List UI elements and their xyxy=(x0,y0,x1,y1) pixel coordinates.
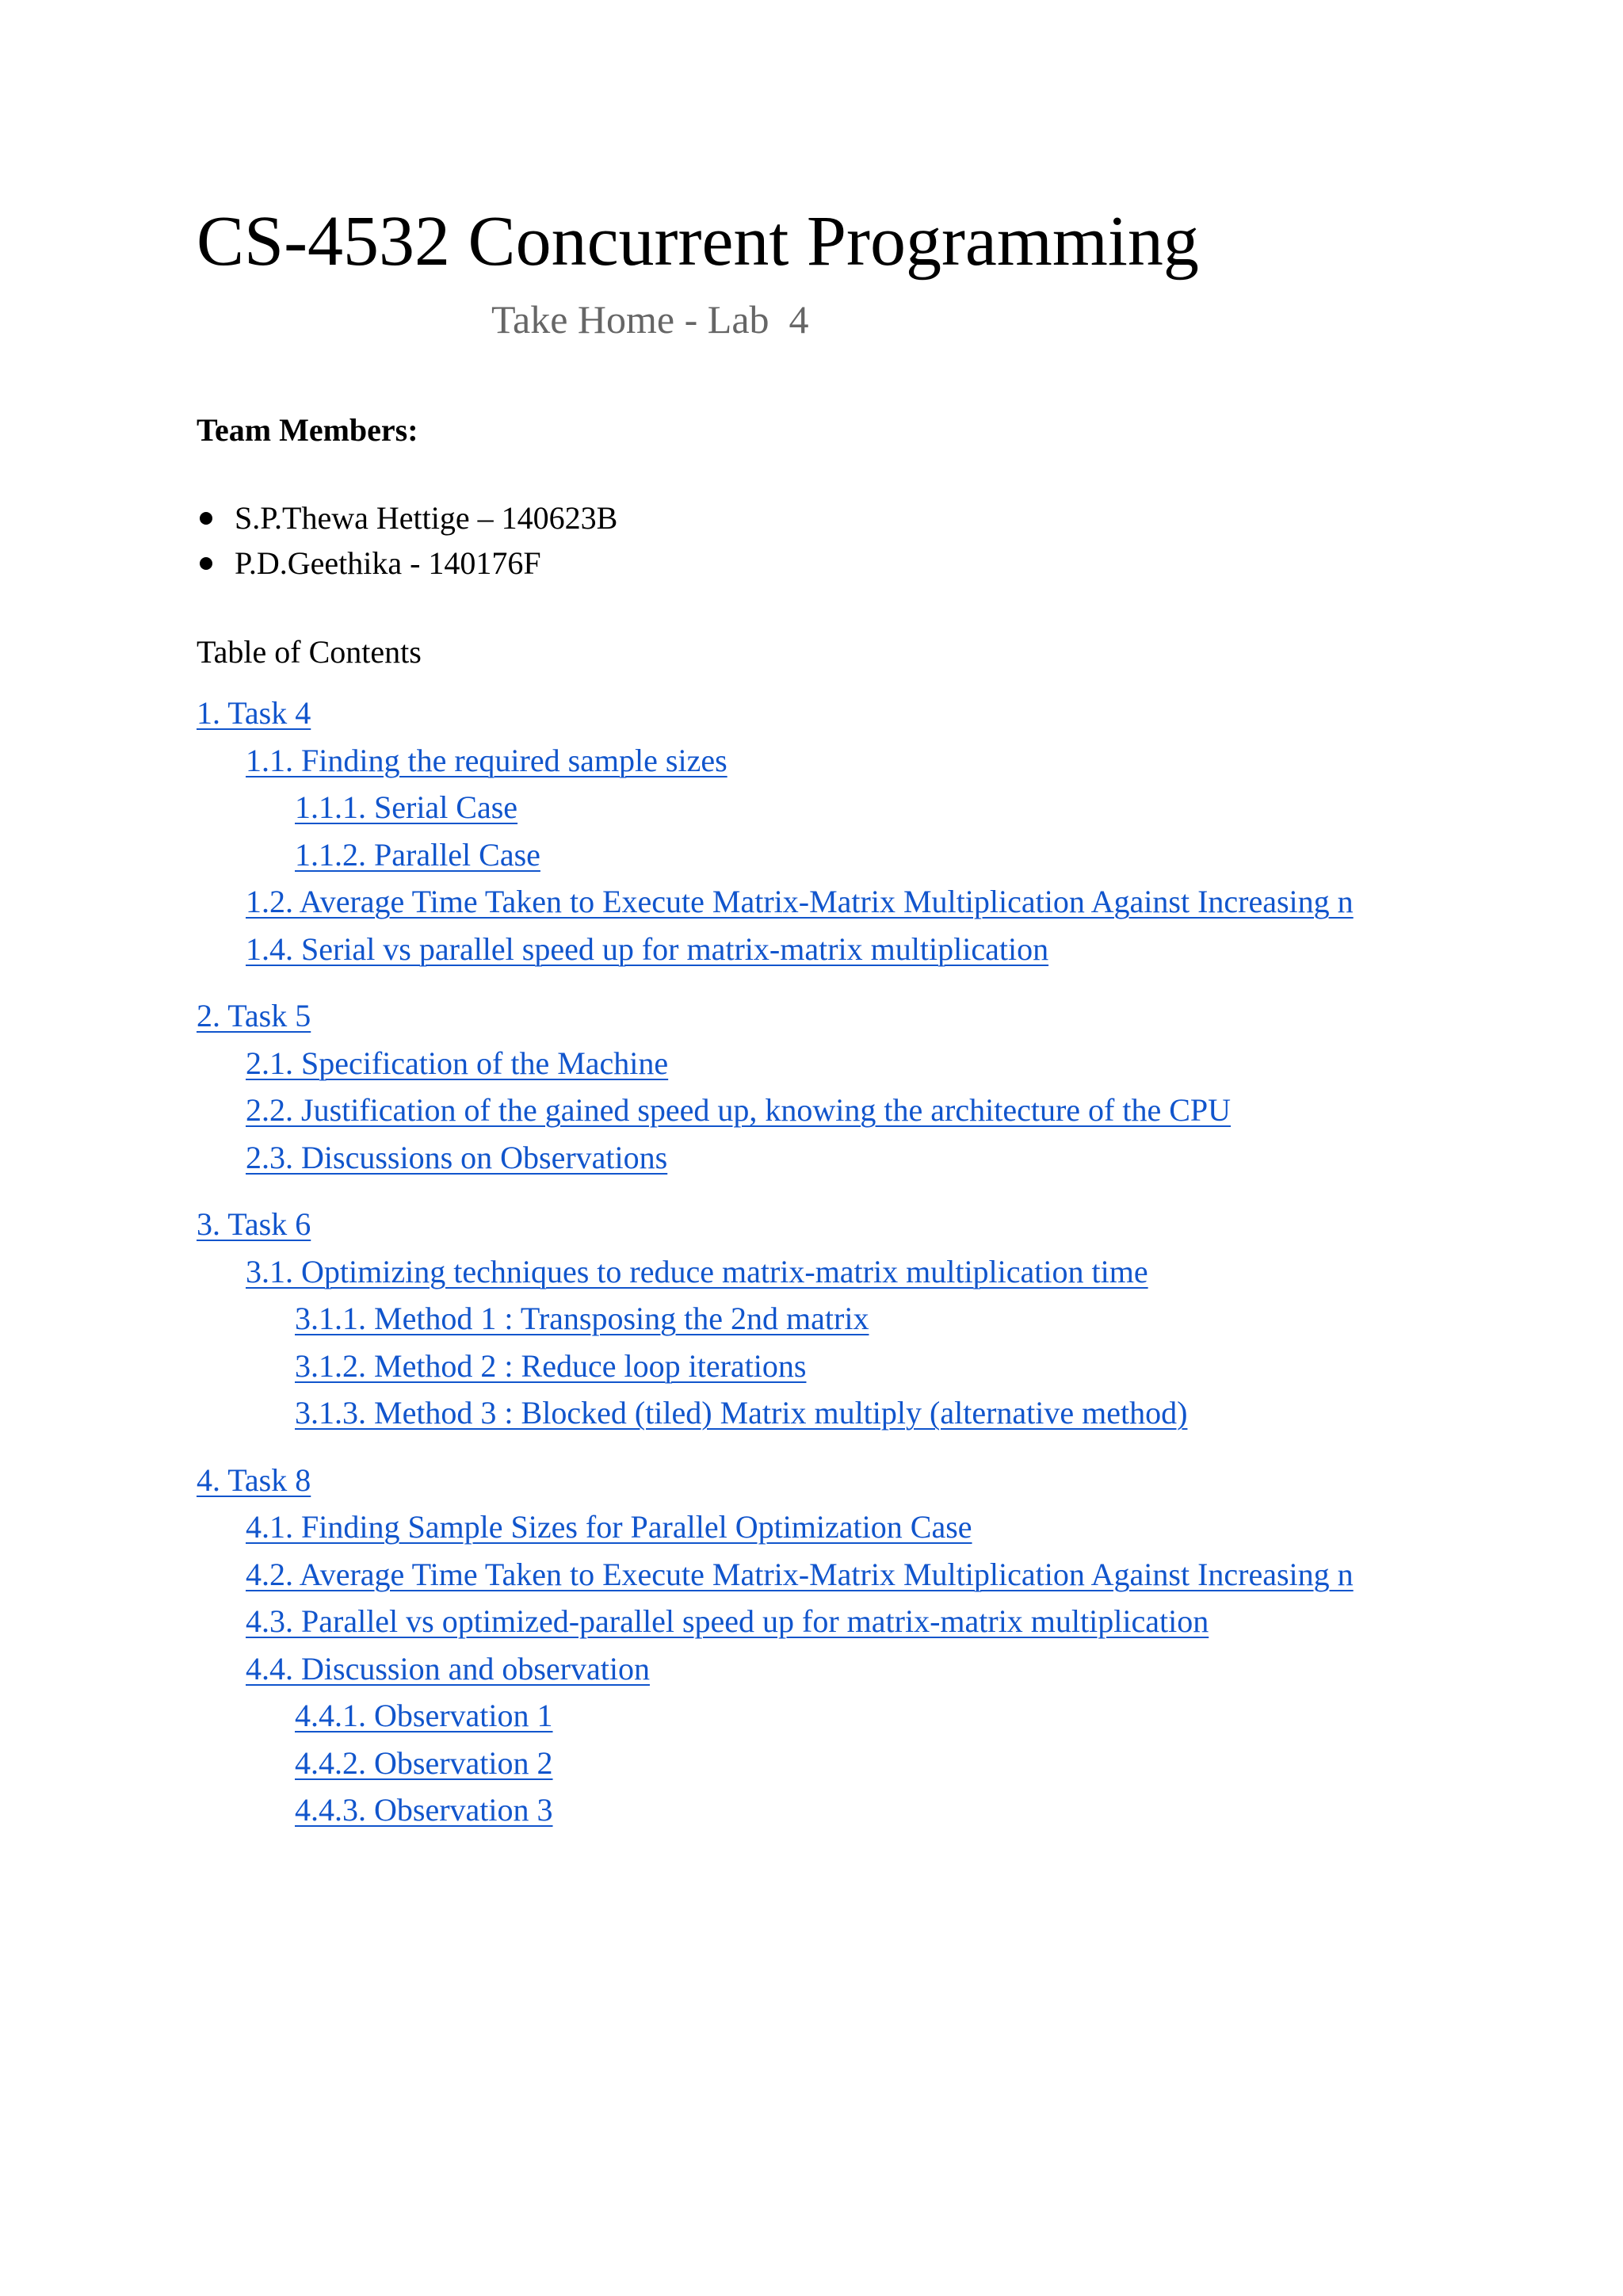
toc-link[interactable]: 4.2. Average Time Taken to Execute Matrix-Matrix Multiplication Against Increasing n xyxy=(246,1556,1354,1592)
toc-link[interactable]: 1.4. Serial vs parallel speed up for matrix-matrix multiplication xyxy=(246,930,1049,967)
team-members-list xyxy=(197,495,617,586)
team-member-text: P.D.Geethika - 140176F xyxy=(235,545,541,581)
toc-link[interactable]: 4.3. Parallel vs optimized-parallel speed up for matrix-matrix multiplication xyxy=(246,1603,1209,1639)
toc-link[interactable]: 3.1.1. Method 1 : Transposing the 2nd matrix xyxy=(295,1301,869,1336)
document-subtitle: Take Home - Lab 4 xyxy=(491,297,809,342)
team-member-text: S.P.Thewa Hettige – 140623B xyxy=(235,500,618,536)
toc-link[interactable]: 4.4.3. Observation 3 xyxy=(295,1792,553,1828)
toc-link[interactable]: 4.1. Finding Sample Sizes for Parallel Optimization Case xyxy=(246,1509,972,1545)
toc-link[interactable]: 4.4.1. Observation 1 xyxy=(295,1698,553,1733)
toc-group xyxy=(197,992,1544,1181)
toc-link[interactable]: 2. Task 5 xyxy=(197,998,311,1033)
toc-link[interactable]: 2.2. Justification of the gained speed up, knowing the architecture of the CPU xyxy=(246,1092,1232,1128)
toc-link[interactable]: 3.1.2. Method 2 : Reduce loop iterations xyxy=(295,1347,807,1384)
toc-group xyxy=(197,1201,1544,1437)
team-member xyxy=(197,541,617,586)
toc-link[interactable]: 1.1. Finding the required sample sizes xyxy=(246,742,727,778)
toc-link[interactable]: 4.4.2. Observation 2 xyxy=(295,1744,553,1781)
toc-group xyxy=(197,1457,1544,1834)
toc-link[interactable]: 1. Task 4 xyxy=(197,695,311,731)
toc-link[interactable]: 4.4. Discussion and observation xyxy=(246,1650,650,1687)
bullet-icon xyxy=(200,557,212,570)
team-members-heading: Team Members: xyxy=(197,412,418,448)
toc-link[interactable]: 3.1.3. Method 3 : Blocked (tiled) Matrix multiply (alternative method) xyxy=(295,1395,1188,1431)
toc-heading: Table of Contents xyxy=(197,634,422,670)
document-title: CS-4532 Concurrent Programming xyxy=(197,202,1199,281)
bullet-icon xyxy=(200,512,212,525)
toc-link[interactable]: 1.2. Average Time Taken to Execute Matrix-Matrix Multiplication Against Increasing n xyxy=(246,884,1354,919)
toc-link[interactable]: 2.3. Discussions on Observations xyxy=(246,1139,668,1175)
toc-group xyxy=(197,690,1544,972)
toc-link[interactable]: 3. Task 6 xyxy=(197,1206,311,1242)
toc-link[interactable]: 3.1. Optimizing techniques to reduce matrix-matrix multiplication time xyxy=(246,1253,1148,1289)
toc-link[interactable]: 1.1.2. Parallel Case xyxy=(295,836,540,873)
toc-link[interactable]: 4. Task 8 xyxy=(197,1461,311,1498)
toc-link[interactable]: 1.1.1. Serial Case xyxy=(295,789,518,825)
team-member xyxy=(197,495,617,541)
table-of-contents xyxy=(197,690,1544,1854)
toc-link[interactable]: 2.1. Specification of the Machine xyxy=(246,1045,669,1081)
